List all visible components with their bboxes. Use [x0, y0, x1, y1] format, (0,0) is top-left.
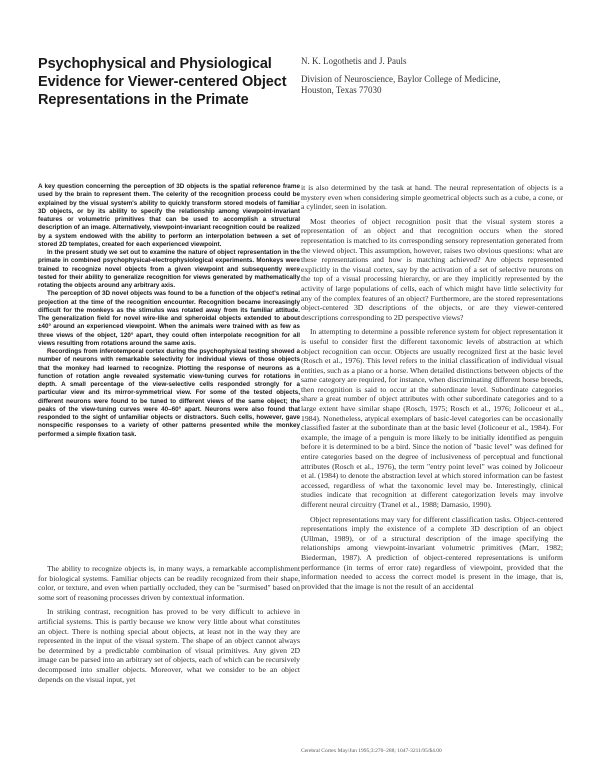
body-text-left-column — [38, 564, 300, 684]
body-paragraph: Most theories of object recognition posit that the visual system stores a representation of an object and that recognition occurs when the stored representation is matched to its corresponding sensory representation generated from the viewed object. This assumption, however, raises two obvious questions: what are these representations and how is matching achieved? Are objects represented explicitly in the visual cortex, say by the activation of a set of selective neurons on the top of a visual processing hierarchy, or are they implicitly represented by the activity of large populations of cells, each of which might have little selectivity for any of the complex features of an object? Furthermore, are the stored representations object-centered 3D descriptions of the objects, or are they viewer-centered descriptions corresponding to 2D perspective views? — [301, 216, 563, 322]
affiliation — [301, 74, 561, 95]
abstract-paragraph: In the present study we set out to examine the nature of object representation in the primate in combined psychophysical-electrophysiological experiments. Monkeys were trained to recognize novel objects from a given viewpoint and subsequently were tested for their ability to generalize recognition for views generated by mathematically rotating the objects around any arbitrary axis. — [38, 249, 300, 289]
title-line: Representations in the Primate — [38, 92, 249, 108]
body-paragraph: Object representations may vary for different classification tasks. Object-centered representations imply the existence of a complete 3D description of an object (Ullman, 1989), or of a structural description of the image specifying the relationships among viewpoint-invariant volumetric primitives (Marr, 1982; Biederman, 1987). A prediction of object-centered representations is uniform performance (in terms of error rate) regardless of viewpoint, provided that the information needed to access the correct model is present in the image, that is, provided that the image is not the result of an accidental — [301, 514, 563, 591]
body-paragraph: In attempting to determine a possible reference system for object representation it is useful to consider first the different taxonomic levels of abstraction at which object recognition can occur. Objects are usually recognized first at the basic level (Rosch et al., 1976). This level refers to the initial classification of individual visual entities, such as a piano or a horse. When detailed distinctions between objects of the same category are required, for instance, when discriminating different horse breeds, then recognition is said to occur at the subordinate level. Subordinate categories share a great number of object attributes with other subordinate categories and to a large extent have similar shape (Rosch, 1975; Rosch et al., 1976; Jolicoeur et al., 1984). Nonetheless, atypical exemplars of basic-level categories can be occasionally classified faster at the subordinate than at the basic level (Jolicoeur et al., 1984). For example, the image of a penguin is more likely to be initially identified as penguin before it is determined to be a bird. Since the notion of "basic level" was defined for entire categories based on the degree of inclusiveness of perceptual and functional attributes (Rosch et al., 1976), the term "entry point level" was coined by Jolicoeur et al. (1984) to denote the abstraction level at which stored information can be fastest accessed, regardless of what the taxonomic level may be. Interestingly, clinical studies indicate that recognition at different categorization levels may involve different neural circuitry (Tranel et al., 1988; Damasio, 1990). — [301, 327, 563, 509]
journal-footer: Cerebral Cortex May/Jun 1995;3:270–288; 1047-3211/95/$4.00 — [301, 748, 442, 754]
title-line: Psychophysical and Physiological — [38, 56, 272, 72]
body-paragraph: it is also determined by the task at hand. The neural representation of objects is a mystery even when considering simple geometrical objects such as a cube, a cone, or a cylinder, seen in isolation. — [301, 183, 563, 212]
title-line: Evidence for Viewer-centered Object — [38, 74, 287, 90]
author-list: N. K. Logothetis and J. Pauls — [301, 56, 407, 66]
affiliation-line: Houston, Texas 77030 — [301, 84, 382, 95]
abstract — [38, 183, 300, 439]
body-text-right-column — [301, 183, 563, 591]
abstract-paragraph: A key question concerning the perception of 3D objects is the spatial reference frame used by the brain to represent them. The celerity of the recognition process could be explained by the visual system's ability to quickly transform stored models of familiar 3D objects, or by its ability to specify the relationship among viewpoint-invariant features or volumetric primitives that can be used to accomplish a structural description of an image. Alternatively, viewpoint-invariant recognition could be realized by a system endowed with the ability to perform an interpolation between a set of stored 2D templates, created for each experienced viewpoint. — [38, 183, 300, 248]
paper-title — [38, 55, 300, 109]
body-paragraph: In striking contrast, recognition has proved to be very difficult to achieve in artificial systems. This is partly because we know very little about what constitutes an object. There is nothing special about objects, at least not in the way they are represented in the input of the visual system. The shape of an object cannot always be determined by a predictable combination of visual primitives. Any given 2D image can be parsed into an arbitrary set of objects, each of which can be recursively decomposed into smaller objects. Moreover, what we consider to be an object depends on the visual input, yet — [38, 607, 300, 684]
body-paragraph: The ability to recognize objects is, in many ways, a remarkable accomplishment for biological systems. Familiar objects can be readily recognized from their shape, color, or texture, and even when partially occluded, they can be "surmised" based on some sort of reasoning processes driven by contextual information. — [38, 564, 300, 602]
abstract-paragraph: Recordings from inferotemporal cortex during the psychophysical testing showed a number of neurons with remarkable selectivity for individual views of those objects that the monkey had learned to recognize. Plotting the response of neurons as a function of rotation angle revealed systematic view-tuning curves for rotations in depth. A small percentage of the view-selective cells responded strongly for a particular view and its mirror-symmetrical view. For some of the tested objects, different neurons were found to be tuned to different views of the same object; the peaks of the view-tuning curves were 40–60° apart. Neurons were also found that responded to the sight of unfamiliar objects or distractors. Such cells, however, gave nonspecific responses to a variety of other patterns presented while the monkey performed a simple fixation task. — [38, 348, 300, 438]
affiliation-line: Division of Neuroscience, Baylor College of Medicine, — [301, 74, 501, 84]
abstract-paragraph: The perception of 3D novel objects was found to be a function of the object's retinal projection at the time of the recognition encounter. Recognition became increasingly difficult for the monkeys as the stimulus was rotated away from its familiar attitude. The generalization field for novel wire-like and spheroidal objects extended to about ±40° around an experienced viewpoint. When the animals were trained with as few as three views of the object, 120° apart, they could often interpolate recognition for all views resulting from rotations around the same axis. — [38, 290, 300, 347]
